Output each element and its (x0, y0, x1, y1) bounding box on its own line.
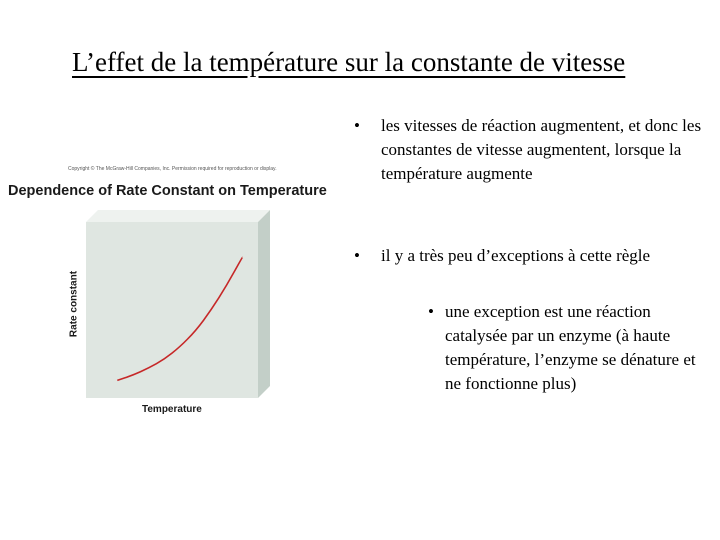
bullet-text: il y a très peu d’exceptions à cette règle (381, 246, 651, 265)
sub-bullet-marker: • (428, 302, 434, 321)
bullet-item (354, 244, 714, 268)
rate-constant-chart (0, 160, 340, 425)
x-axis-label: Temperature (142, 404, 202, 415)
sub-bullet-text: une exception est une réaction catalysée par un enzyme (à haute température, l’enzyme se dénature et ne fonctionne plus) (445, 302, 696, 393)
bullet-item (354, 114, 704, 186)
y-axis-label-text: Rate constant (68, 270, 80, 338)
bullet-text: les vitesses de réaction augmentent, et donc les constantes de vitesse augmentent, lorsque la température augmente (381, 116, 702, 183)
rate-constant-figure (0, 160, 340, 425)
bullet-marker: • (354, 116, 360, 135)
plot-side-face (258, 210, 270, 398)
figure-title: Dependence of Rate Constant on Temperature (8, 183, 327, 199)
sub-bullet-item (428, 300, 708, 396)
plot-front-face (86, 222, 258, 398)
bullet-marker: • (354, 246, 360, 265)
figure-copyright: Copyright © The McGraw-Hill Companies, Inc. Permission required for reproduction or display. (68, 166, 277, 172)
slide-title: L’effet de la température sur la constante de vitesse (72, 47, 626, 77)
plot-top-face (86, 210, 270, 222)
